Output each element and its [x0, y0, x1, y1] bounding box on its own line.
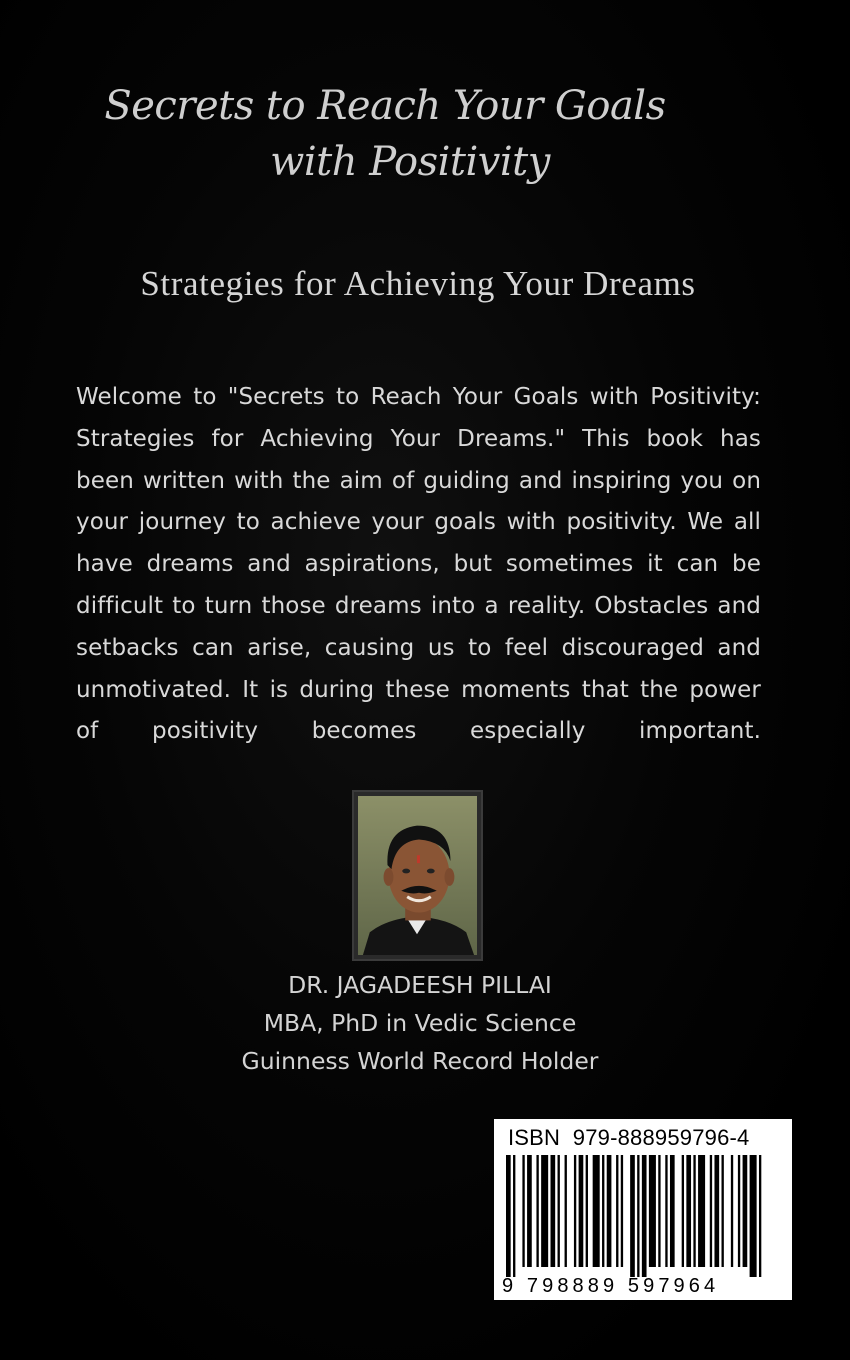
barcode-bar: [565, 1155, 567, 1267]
barcode-bar: [637, 1155, 639, 1277]
author-distinction: Guinness World Record Holder: [241, 1047, 599, 1075]
isbn-label: ISBN 979-888959796-4: [508, 1125, 750, 1150]
book-subtitle: Strategies for Achieving Your Dreams: [140, 264, 696, 303]
barcode-bar: [722, 1155, 724, 1267]
author-portrait-image: [358, 796, 477, 955]
book-description: Welcome to "Secrets to Reach Your Goals with Positivity: Strategies for Achieving Your Dreams." This book has been written with the aim of guiding and inspiring you on your journey to achieve your goals with positivity. We all have dreams and aspirations, but sometimes it can be difficult to turn those dreams into a reality. Obstacles and setbacks can arise, causing us to feel discouraged and unmotivated. It is during these moments that the power of positivity becomes especially important.: [76, 384, 761, 745]
barcode-bar: [602, 1155, 604, 1267]
barcode-bar: [574, 1155, 576, 1267]
barcode-bar: [665, 1155, 667, 1267]
barcode-bar: [686, 1155, 691, 1267]
barcode-digits: 9 798889 597964: [502, 1275, 720, 1297]
barcode-bar: [698, 1155, 705, 1267]
barcode-bar: [714, 1155, 719, 1267]
barcode-bar: [558, 1155, 560, 1267]
barcode-bar: [743, 1155, 748, 1267]
author-photo: [352, 790, 483, 961]
barcode-bar: [738, 1155, 740, 1267]
barcode-bar: [527, 1155, 532, 1267]
title-line-1: Secrets to Reach Your Goals: [104, 83, 666, 129]
barcode-bars: [506, 1155, 766, 1277]
barcode-bar: [593, 1155, 600, 1267]
author-block: [0, 966, 840, 1080]
barcode-bar: [759, 1155, 761, 1277]
barcode-bar: [642, 1155, 647, 1277]
barcode-bar: [506, 1155, 511, 1277]
barcode-bar: [541, 1155, 548, 1267]
barcode-bar: [513, 1155, 515, 1277]
book-title: [60, 78, 760, 190]
author-credentials: MBA, PhD in Vedic Science: [263, 1009, 577, 1037]
barcode-bar: [710, 1155, 712, 1267]
barcode-bar: [682, 1155, 684, 1267]
barcode-bar: [621, 1155, 623, 1267]
barcode-bar: [658, 1155, 660, 1267]
barcode-bar: [522, 1155, 524, 1267]
barcode-bar: [579, 1155, 584, 1267]
barcode-bar: [536, 1155, 538, 1267]
barcode-bar: [731, 1155, 733, 1267]
barcode-bar: [616, 1155, 618, 1267]
barcode-bar: [670, 1155, 675, 1267]
barcode-bar: [586, 1155, 588, 1267]
barcode-bar: [551, 1155, 556, 1267]
barcode-bar: [630, 1155, 635, 1277]
barcode-bar: [750, 1155, 757, 1277]
title-line-2: with Positivity: [270, 139, 550, 185]
isbn-barcode: [494, 1119, 792, 1300]
author-name: DR. JAGADEESH PILLAI: [288, 971, 552, 999]
barcode-bar: [607, 1155, 612, 1267]
barcode-bar: [649, 1155, 656, 1267]
barcode-bar: [693, 1155, 695, 1267]
